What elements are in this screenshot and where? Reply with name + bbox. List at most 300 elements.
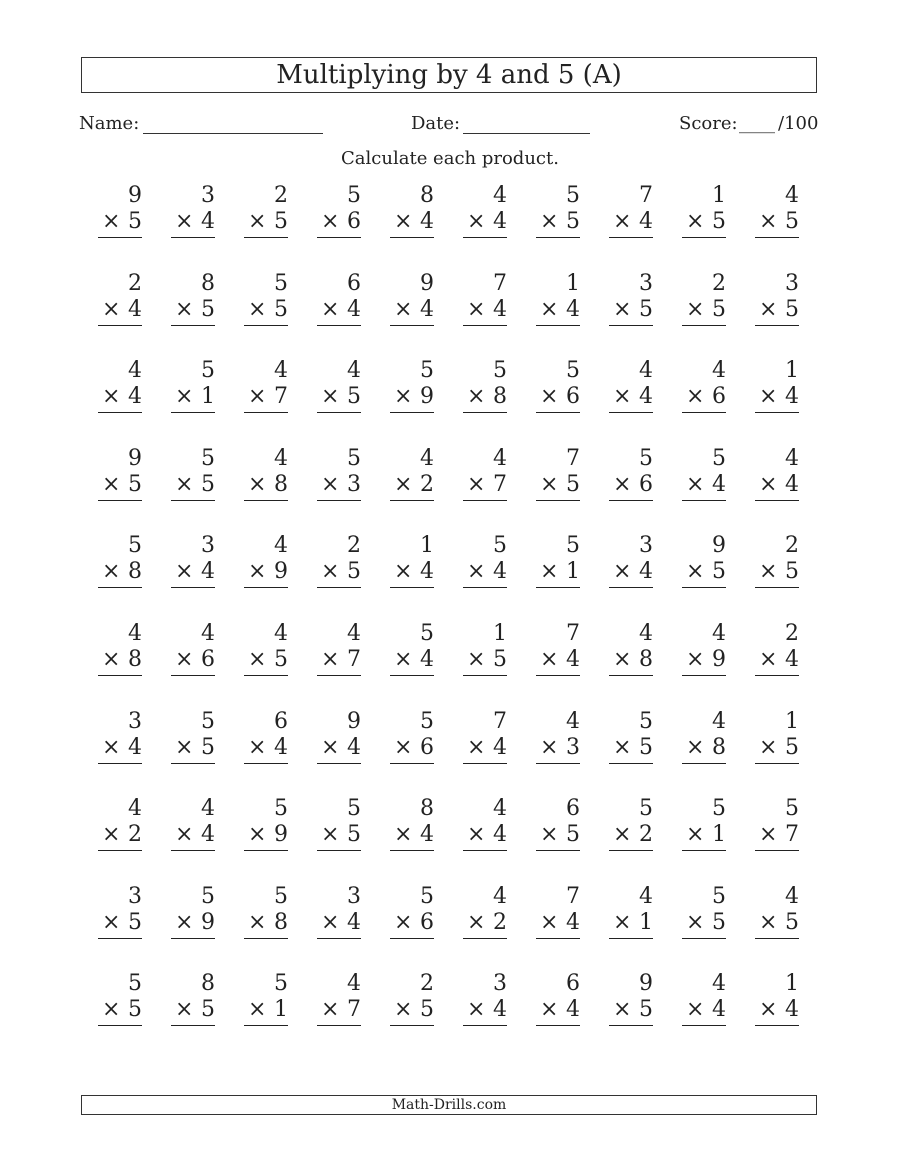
problem-top-number: 5: [639, 796, 653, 821]
problem-bottom-row: [463, 997, 507, 1026]
problem-top-number: 9: [128, 446, 142, 471]
problem-top-number: 4: [347, 971, 361, 996]
problem-bottom-number: 5: [201, 472, 215, 497]
problem-bottom-row: [463, 472, 507, 501]
problem-bottom-number: 4: [420, 559, 434, 584]
times-sign: ×: [102, 822, 121, 847]
problem-top-number: 5: [420, 621, 434, 646]
problem-bottom-row: [317, 910, 361, 939]
problem-bottom-row: [390, 297, 434, 326]
problem-bottom-number: 6: [639, 472, 653, 497]
problem-bottom-number: 4: [493, 559, 507, 584]
problem-top-number: 4: [201, 796, 215, 821]
problem-bottom-row: [463, 822, 507, 851]
problem-item: [447, 621, 507, 683]
problem-top-number: 4: [274, 621, 288, 646]
times-sign: ×: [613, 297, 632, 322]
problem-bottom-row: [171, 209, 215, 238]
problem-bottom-row: [171, 559, 215, 588]
problem-top-number: 1: [493, 621, 507, 646]
problem-item: [593, 358, 653, 420]
times-sign: ×: [248, 472, 267, 497]
problem-item: [228, 709, 288, 771]
problem-item: [447, 884, 507, 946]
problem-bottom-number: 4: [201, 559, 215, 584]
problem-top-number: 9: [420, 271, 434, 296]
problem-bottom-row: [536, 472, 580, 501]
times-sign: ×: [248, 647, 267, 672]
problem-item: [374, 971, 434, 1033]
problem-bottom-number: 4: [347, 910, 361, 935]
problem-bottom-number: 5: [201, 997, 215, 1022]
problem-item: [374, 796, 434, 858]
problem-bottom-row: [317, 735, 361, 764]
times-sign: ×: [613, 647, 632, 672]
problem-item: [155, 884, 215, 946]
problem-bottom-row: [682, 384, 726, 413]
times-sign: ×: [759, 297, 778, 322]
problem-top-number: 4: [493, 884, 507, 909]
problem-bottom-row: [755, 735, 799, 764]
problem-item: [82, 971, 142, 1033]
problem-bottom-number: 4: [128, 384, 142, 409]
problem-bottom-number: 5: [785, 297, 799, 322]
problem-bottom-number: 4: [347, 735, 361, 760]
problem-item: [301, 271, 361, 333]
problem-bottom-row: [390, 735, 434, 764]
problem-item: [447, 533, 507, 595]
problem-bottom-row: [98, 910, 142, 939]
problem-top-number: 5: [274, 271, 288, 296]
problem-item: [374, 709, 434, 771]
problem-item: [228, 358, 288, 420]
problem-bottom-number: 4: [347, 297, 361, 322]
problem-top-number: 3: [128, 884, 142, 909]
problem-bottom-row: [244, 647, 288, 676]
problem-item: [155, 709, 215, 771]
problem-item: [155, 271, 215, 333]
problem-bottom-row: [609, 647, 653, 676]
problem-item: [593, 796, 653, 858]
problem-bottom-number: 5: [347, 822, 361, 847]
problem-top-number: 1: [785, 971, 799, 996]
times-sign: ×: [686, 735, 705, 760]
times-sign: ×: [686, 559, 705, 584]
problem-bottom-number: 5: [785, 559, 799, 584]
problem-item: [593, 621, 653, 683]
problem-bottom-row: [317, 384, 361, 413]
problem-bottom-row: [536, 997, 580, 1026]
times-sign: ×: [102, 997, 121, 1022]
problem-bottom-number: 8: [639, 647, 653, 672]
problem-item: [447, 709, 507, 771]
problem-top-number: 4: [274, 358, 288, 383]
problem-bottom-number: 5: [347, 384, 361, 409]
problem-top-number: 5: [493, 533, 507, 558]
problem-top-number: 3: [639, 533, 653, 558]
problem-item: [374, 884, 434, 946]
problem-bottom-number: 5: [274, 647, 288, 672]
problem-bottom-number: 8: [128, 647, 142, 672]
problem-top-number: 9: [712, 533, 726, 558]
times-sign: ×: [394, 997, 413, 1022]
problem-item: [666, 271, 726, 333]
problem-bottom-number: 1: [201, 384, 215, 409]
problem-item: [447, 446, 507, 508]
problem-bottom-number: 4: [566, 910, 580, 935]
times-sign: ×: [686, 822, 705, 847]
times-sign: ×: [175, 997, 194, 1022]
times-sign: ×: [321, 647, 340, 672]
times-sign: ×: [102, 647, 121, 672]
problem-top-number: 4: [274, 446, 288, 471]
times-sign: ×: [248, 384, 267, 409]
times-sign: ×: [248, 209, 267, 234]
problem-bottom-row: [98, 997, 142, 1026]
problem-bottom-row: [536, 559, 580, 588]
problem-top-number: 4: [201, 621, 215, 646]
problem-item: [374, 446, 434, 508]
times-sign: ×: [467, 384, 486, 409]
problem-top-number: 5: [420, 358, 434, 383]
problem-bottom-row: [317, 559, 361, 588]
problem-top-number: 5: [201, 446, 215, 471]
times-sign: ×: [759, 997, 778, 1022]
problem-bottom-row: [536, 822, 580, 851]
problem-top-number: 8: [420, 183, 434, 208]
problem-top-number: 1: [712, 183, 726, 208]
problem-bottom-number: 4: [566, 647, 580, 672]
problem-bottom-row: [609, 297, 653, 326]
times-sign: ×: [540, 822, 559, 847]
problem-top-number: 4: [639, 358, 653, 383]
problem-top-number: 6: [566, 796, 580, 821]
problem-top-number: 4: [712, 621, 726, 646]
problem-bottom-row: [171, 647, 215, 676]
problem-bottom-row: [463, 647, 507, 676]
times-sign: ×: [759, 559, 778, 584]
problem-bottom-row: [755, 384, 799, 413]
problem-bottom-number: 5: [566, 822, 580, 847]
problem-bottom-row: [536, 735, 580, 764]
problem-bottom-number: 5: [639, 735, 653, 760]
problem-bottom-number: 1: [274, 997, 288, 1022]
times-sign: ×: [759, 209, 778, 234]
problem-top-number: 4: [347, 621, 361, 646]
problem-item: [739, 533, 799, 595]
problem-item: [739, 271, 799, 333]
problem-item: [739, 446, 799, 508]
times-sign: ×: [175, 472, 194, 497]
times-sign: ×: [394, 384, 413, 409]
problem-bottom-row: [390, 472, 434, 501]
problem-bottom-number: 4: [420, 822, 434, 847]
problem-bottom-row: [244, 297, 288, 326]
problem-bottom-number: 6: [420, 735, 434, 760]
problem-bottom-row: [536, 209, 580, 238]
problem-bottom-number: 4: [420, 647, 434, 672]
problem-top-number: 5: [712, 796, 726, 821]
problem-bottom-number: 7: [785, 822, 799, 847]
problem-top-number: 4: [128, 358, 142, 383]
problem-top-number: 5: [785, 796, 799, 821]
problem-bottom-row: [98, 735, 142, 764]
problem-top-number: 4: [785, 183, 799, 208]
problem-item: [666, 621, 726, 683]
times-sign: ×: [686, 384, 705, 409]
times-sign: ×: [613, 472, 632, 497]
problem-item: [520, 533, 580, 595]
problem-top-number: 5: [420, 884, 434, 909]
problem-bottom-number: 6: [201, 647, 215, 672]
problem-bottom-row: [244, 997, 288, 1026]
problem-bottom-row: [463, 735, 507, 764]
times-sign: ×: [321, 997, 340, 1022]
times-sign: ×: [394, 472, 413, 497]
problem-bottom-number: 7: [493, 472, 507, 497]
problem-bottom-number: 4: [274, 735, 288, 760]
times-sign: ×: [394, 822, 413, 847]
footer-credit: Math-Drills.com: [81, 1095, 817, 1115]
problem-bottom-number: 9: [201, 910, 215, 935]
problem-bottom-row: [609, 472, 653, 501]
problem-bottom-number: 5: [128, 910, 142, 935]
problem-item: [155, 533, 215, 595]
problem-bottom-number: 5: [420, 997, 434, 1022]
problem-item: [739, 709, 799, 771]
problem-item: [301, 796, 361, 858]
times-sign: ×: [248, 822, 267, 847]
problem-bottom-row: [244, 735, 288, 764]
times-sign: ×: [321, 822, 340, 847]
problem-top-number: 5: [420, 709, 434, 734]
problem-bottom-number: 2: [639, 822, 653, 847]
problem-item: [739, 621, 799, 683]
problem-bottom-row: [682, 559, 726, 588]
problem-top-number: 9: [639, 971, 653, 996]
problem-bottom-row: [390, 647, 434, 676]
problem-item: [82, 183, 142, 245]
problem-bottom-row: [317, 209, 361, 238]
problem-bottom-number: 6: [420, 910, 434, 935]
problem-item: [520, 709, 580, 771]
times-sign: ×: [759, 384, 778, 409]
problem-item: [520, 446, 580, 508]
problem-bottom-row: [98, 209, 142, 238]
problem-top-number: 1: [566, 271, 580, 296]
problem-item: [155, 446, 215, 508]
problem-bottom-row: [609, 209, 653, 238]
times-sign: ×: [467, 997, 486, 1022]
problem-bottom-number: 5: [201, 735, 215, 760]
problem-bottom-number: 9: [274, 559, 288, 584]
problem-bottom-number: 8: [128, 559, 142, 584]
times-sign: ×: [394, 559, 413, 584]
times-sign: ×: [540, 647, 559, 672]
problem-item: [739, 183, 799, 245]
problem-item: [447, 358, 507, 420]
problem-bottom-number: 5: [128, 997, 142, 1022]
problem-bottom-number: 4: [201, 209, 215, 234]
problem-top-number: 4: [493, 446, 507, 471]
problem-bottom-number: 5: [274, 297, 288, 322]
times-sign: ×: [467, 910, 486, 935]
problem-item: [301, 884, 361, 946]
problem-bottom-number: 5: [493, 647, 507, 672]
times-sign: ×: [102, 910, 121, 935]
problem-bottom-row: [536, 647, 580, 676]
problem-top-number: 5: [639, 446, 653, 471]
problem-item: [520, 884, 580, 946]
problem-bottom-row: [536, 297, 580, 326]
problem-item: [228, 533, 288, 595]
problem-bottom-row: [171, 735, 215, 764]
problem-bottom-number: 8: [274, 910, 288, 935]
times-sign: ×: [613, 735, 632, 760]
times-sign: ×: [686, 209, 705, 234]
times-sign: ×: [613, 559, 632, 584]
problem-item: [520, 358, 580, 420]
problem-bottom-number: 4: [785, 384, 799, 409]
problem-bottom-number: 4: [566, 997, 580, 1022]
problem-item: [155, 183, 215, 245]
problem-bottom-number: 5: [639, 297, 653, 322]
problem-bottom-row: [171, 822, 215, 851]
problem-top-number: 4: [128, 621, 142, 646]
problem-bottom-row: [98, 559, 142, 588]
problem-top-number: 5: [712, 884, 726, 909]
problem-bottom-row: [682, 822, 726, 851]
problem-top-number: 5: [128, 533, 142, 558]
problem-top-number: 5: [274, 971, 288, 996]
problem-top-number: 2: [420, 971, 434, 996]
problem-top-number: 3: [347, 884, 361, 909]
times-sign: ×: [613, 209, 632, 234]
times-sign: ×: [175, 297, 194, 322]
problem-item: [447, 183, 507, 245]
problem-item: [666, 796, 726, 858]
problem-top-number: 9: [128, 183, 142, 208]
problem-bottom-number: 2: [493, 910, 507, 935]
times-sign: ×: [759, 735, 778, 760]
problem-top-number: 5: [347, 796, 361, 821]
instructions: Calculate each product.: [341, 148, 559, 169]
problem-top-number: 7: [566, 884, 580, 909]
problem-top-number: 8: [201, 271, 215, 296]
problem-bottom-number: 6: [566, 384, 580, 409]
problem-bottom-number: 4: [785, 472, 799, 497]
score-field[interactable]: ____: [739, 113, 775, 134]
problem-bottom-row: [609, 997, 653, 1026]
problem-top-number: 3: [493, 971, 507, 996]
times-sign: ×: [394, 735, 413, 760]
problem-top-number: 5: [274, 884, 288, 909]
problem-bottom-number: 4: [493, 297, 507, 322]
problem-bottom-row: [390, 910, 434, 939]
problem-top-number: 5: [201, 884, 215, 909]
problem-top-number: 7: [639, 183, 653, 208]
times-sign: ×: [540, 472, 559, 497]
problem-bottom-row: [244, 472, 288, 501]
problem-top-number: 4: [493, 796, 507, 821]
problem-bottom-row: [171, 472, 215, 501]
problem-bottom-number: 5: [347, 559, 361, 584]
times-sign: ×: [321, 559, 340, 584]
problem-top-number: 5: [566, 183, 580, 208]
problem-top-number: 5: [493, 358, 507, 383]
times-sign: ×: [102, 384, 121, 409]
times-sign: ×: [686, 647, 705, 672]
problem-bottom-row: [755, 559, 799, 588]
problem-item: [301, 446, 361, 508]
times-sign: ×: [102, 209, 121, 234]
problem-item: [301, 971, 361, 1033]
problem-bottom-number: 2: [420, 472, 434, 497]
problem-top-number: 4: [639, 884, 653, 909]
problem-item: [301, 621, 361, 683]
times-sign: ×: [175, 735, 194, 760]
problem-bottom-number: 7: [274, 384, 288, 409]
times-sign: ×: [394, 910, 413, 935]
date-label: Date:: [411, 113, 461, 134]
problem-bottom-row: [98, 297, 142, 326]
problem-item: [520, 796, 580, 858]
times-sign: ×: [248, 910, 267, 935]
problem-bottom-row: [755, 209, 799, 238]
problem-bottom-row: [609, 910, 653, 939]
problem-item: [155, 358, 215, 420]
problem-bottom-row: [609, 735, 653, 764]
problem-bottom-number: 5: [274, 209, 288, 234]
times-sign: ×: [540, 559, 559, 584]
times-sign: ×: [686, 997, 705, 1022]
problem-bottom-row: [244, 559, 288, 588]
problem-bottom-row: [536, 910, 580, 939]
times-sign: ×: [540, 735, 559, 760]
problem-bottom-number: 4: [785, 997, 799, 1022]
problem-top-number: 2: [785, 621, 799, 646]
problem-top-number: 2: [785, 533, 799, 558]
problem-item: [228, 884, 288, 946]
problem-bottom-row: [536, 384, 580, 413]
problem-bottom-row: [317, 297, 361, 326]
times-sign: ×: [321, 209, 340, 234]
problem-bottom-number: 8: [712, 735, 726, 760]
problem-bottom-number: 4: [566, 297, 580, 322]
times-sign: ×: [759, 647, 778, 672]
problem-top-number: 4: [347, 358, 361, 383]
problem-top-number: 3: [201, 183, 215, 208]
times-sign: ×: [686, 910, 705, 935]
problem-bottom-row: [171, 384, 215, 413]
times-sign: ×: [613, 910, 632, 935]
times-sign: ×: [686, 472, 705, 497]
times-sign: ×: [467, 209, 486, 234]
score-total: /100: [778, 113, 819, 134]
problem-item: [666, 183, 726, 245]
problem-bottom-number: 4: [128, 297, 142, 322]
problem-item: [666, 709, 726, 771]
problem-top-number: 4: [712, 971, 726, 996]
problem-item: [666, 884, 726, 946]
problem-bottom-row: [682, 472, 726, 501]
times-sign: ×: [248, 559, 267, 584]
times-sign: ×: [394, 297, 413, 322]
times-sign: ×: [759, 822, 778, 847]
problem-top-number: 7: [493, 709, 507, 734]
problem-top-number: 4: [128, 796, 142, 821]
times-sign: ×: [467, 297, 486, 322]
